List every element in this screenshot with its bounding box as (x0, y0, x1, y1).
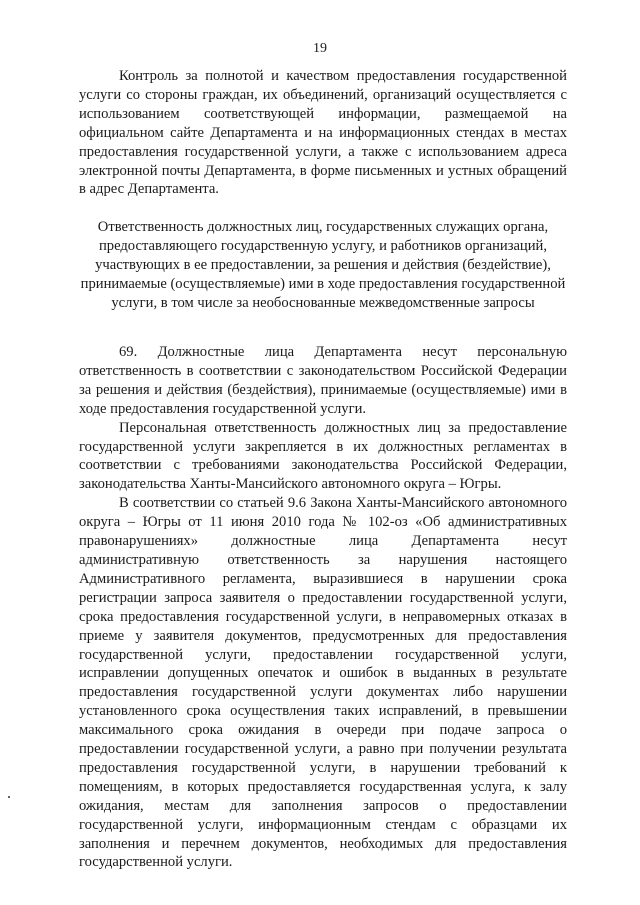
section-heading: Ответственность должностных лиц, государственных служащих органа, предоставляющего государственную услугу, и работников организаций, участвующих в ее предоставлении, за решения и действия (бездействие), принимаемые (осуществляемые) ими в ходе предоставления государственной услуги, в том числе за необоснованные межведомственные запросы (80, 219, 566, 311)
paragraph-personal-responsibility: Персональная ответственность должностных лиц за предоставление государственной услуги закрепляется в их должностных регламентах в соответствии с требованиями законодательства Российской Федерации, законодательства Ханты-Мансийского автономного округа – Югры. (79, 419, 567, 493)
section-69-body (79, 343, 567, 872)
control-paragraph: Контроль за полнотой и качеством предоставления государственной услуги со стороны граждан, их объединений, организаций осуществляется с использованием соответствующей информации, размещаемой на официальном сайте Департамента и на информационных стендах в местах предоставления государственной услуги, а также с использованием адреса электронной почты Департамента, в форме письменных и устных обращений в адрес Департамента. (79, 68, 567, 198)
paragraph-administrative-law: В соответствии со статьей 9.6 Закона Ханты-Мансийского автономного округа – Югры от 11 июня 2010 года № 102-оз «Об административных правонарушениях» должностные лица Департамента несут административную ответственность за нарушения настоящего Административного регламента, выразившиеся в нарушении срока регистрации запроса заявителя о предоставлении государственной услуги, срока предоставления государственной услуги, в неправомерных отказах в приеме у заявителя документов, предусмотренных для предоставления государственной услуги, предоставлении государственной услуги, исправлении допущенных опечаток и ошибок в выданных в результате предоставления государственной услуги документах либо нарушении установленного срока осуществления таких исправлений, в превышении максимального срока ожидания в очереди при подаче запроса о предоставлении государственной услуги, а равно при получении результата предоставления государственной услуги, в нарушении требований к помещениям, в которых предоставляется государственная услуга, к залу ожидания, местам для заполнения запросов о предоставлении государственной услуги, информационным стендам с образцами их заполнения и перечнем документов, необходимых для предоставления государственной услуги. (79, 495, 567, 871)
paragraph-69: 69. Должностные лица Департамента несут персональную ответственность в соответствии с законодательством Российской Федерации за решения и действия (бездействия), принимаемые (осуществляемые) ими в ходе предоставления государственной услуги. (79, 344, 567, 417)
scan-speck (8, 796, 10, 798)
page-number: 19 (313, 41, 327, 56)
control-paragraph-block (79, 67, 567, 199)
